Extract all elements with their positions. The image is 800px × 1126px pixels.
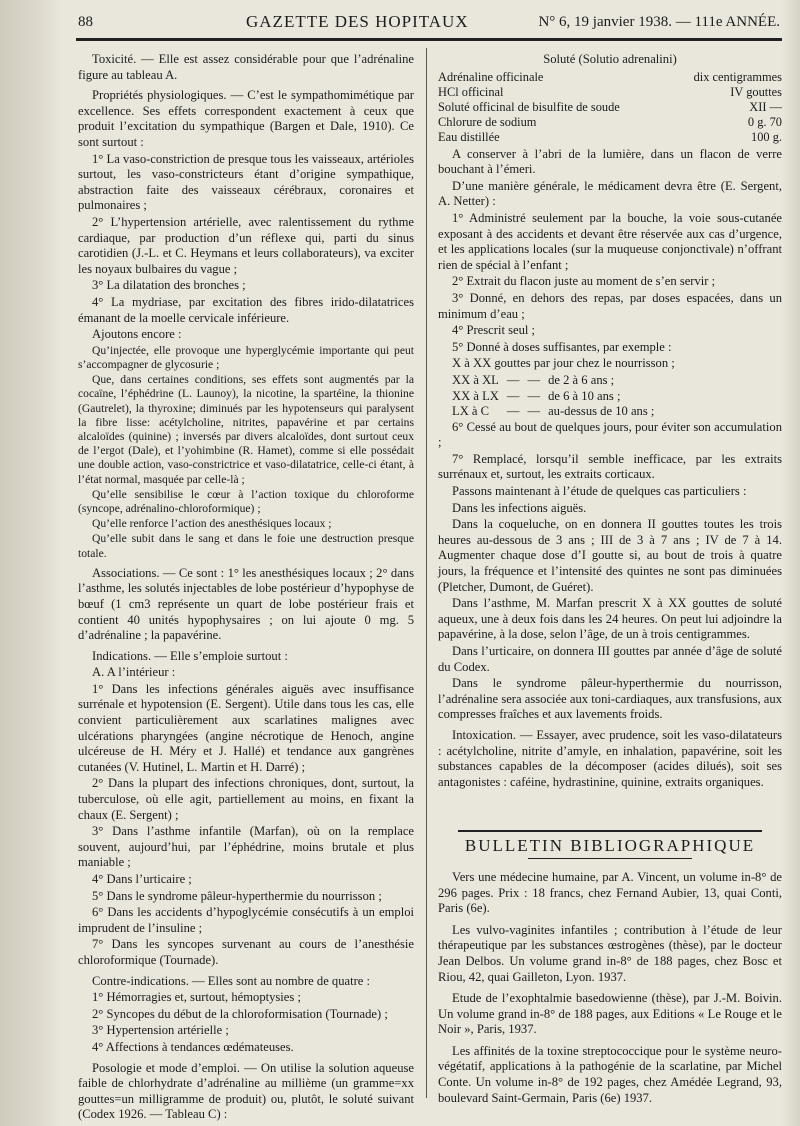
- paragraph-posologie: Posologie et mode d’emploi. — On utilise la solution aqueuse faible de chlorhydrate d’adrénaline au millième (un gramme=xx gouttes=un milligramme de produit) ou, plutôt, le soluté suivant (Codex 1926. — Tableau C) :: [78, 1060, 414, 1122]
- formula-row: [438, 100, 782, 115]
- bibliography-entry: Etude de l’exophtalmie basedowienne (thèse), par J.-M. Boivin. Un volume grand in-8° de 188 pages, aux Editions « Le Rouge et le Noir », Paris, 1937.: [438, 991, 782, 1037]
- bulletin-rule-bottom: [528, 858, 692, 860]
- paragraph-prescrit: 4° Prescrit seul ;: [452, 323, 536, 338]
- formula-ingredient: HCl officinal: [438, 84, 504, 99]
- formula-table: [438, 70, 782, 145]
- header-rule: [76, 38, 782, 41]
- paragraph-passons: Passons maintenant à l’étude de quelques cas particuliers :: [452, 484, 747, 499]
- dose-dash: —: [527, 388, 541, 403]
- paragraph-indication-6: 6° Dans les accidents d’hypoglycémie consécutifs à un emploi imprudent de l’insuline ;: [78, 905, 414, 935]
- running-header: [76, 6, 782, 36]
- bibliography-entry: Les vulvo-vaginites infantiles ; contribution à l’étude de leur thérapeutique par les substances œstrogènes (thèse), par le docteur Jean Delbos. Un volume grand in-8° de 188 pages, chez Bosc et Riou, 42, quai Gailleton, Lyon. 1937.: [438, 922, 782, 984]
- dose-dash: —: [527, 372, 541, 387]
- dose-dash: —: [506, 388, 520, 403]
- paragraph-contre-2: 2° Syncopes du début de la chloroformisation (Tournade) ;: [92, 1006, 388, 1021]
- paragraph-chloroforme: Qu’elle sensibilise le cœur à l’action toxique du chloroforme (syncope, adrénalino-chloroformique) ;: [78, 487, 414, 515]
- paragraph-contre-1: 1° Hémorragies et, surtout, hémoptysies ;: [92, 990, 301, 1005]
- formula-ingredient: Eau distillée: [438, 129, 500, 144]
- paragraph-effets: Que, dans certaines conditions, ses effets sont augmentés par la cocaïne, l’éphédrine (L. Launoy), la nicotine, la spartéine, la thionine (Gautrelet), la thyroxine; diminués par les hypotenseurs qui paralysent la fibre lisse: acétylcholine, nitrites, papavérine et par certains alcaloïdes (quinine) ; inversés par divers alcaloïdes, dont surtout ceux de l’ergot (Dale), et l’yohimbine (R. Hamet), comme si elle possédait une double action, vaso-constrictrice et vaso-dilatatrice, celle-ci étant, à l’état normal, masquée par celle-là ;: [78, 373, 414, 486]
- paragraph-extrait: 2° Extrait du flacon juste au moment de s’en servir ;: [452, 274, 716, 289]
- formula-quantity: XII —: [749, 99, 782, 114]
- journal-title: GAZETTE DES HOPITAUX: [246, 12, 469, 31]
- paragraph-urticaire: Dans l’urticaire, on donnera III gouttes par année d’âge de soluté du Codex.: [438, 644, 782, 674]
- dose-row: [452, 373, 662, 389]
- formula-title: Soluté (Solutio adrenalini): [543, 52, 677, 66]
- formula-row: [438, 130, 782, 145]
- bulletin-heading: [438, 830, 782, 860]
- formula-quantity: dix centigrammes: [693, 69, 782, 84]
- paragraph-anesthesiques: Qu’elle renforce l’action des anesthésiques locaux ;: [92, 517, 332, 531]
- paragraph-cesse: 6° Cessé au bout de quelques jours, pour éviter son accumulation ;: [438, 419, 782, 450]
- dose-age: de 6 à 10 ans ;: [548, 388, 621, 403]
- formula-quantity: 0 g. 70: [747, 114, 782, 129]
- paragraph-hypertension: 2° L’hypertension artérielle, avec ralentissement du rythme cardiaque, par production d’un réflexe qui, parti du sinus carotidien (J.-L. et C. Heymans et leurs collaborateurs), va exciter les noyaux bulbaires du vague ;: [78, 214, 414, 276]
- paragraph-hyperglycemie: Qu’injectée, elle provoque une hyperglycémie importante qui peut s’accompagner de glycosurie ;: [78, 343, 414, 371]
- paragraph-syndrome: Dans le syndrome pâleur-hyperthermie du nourrisson, l’adrénaline sera associée aux toni-cardiaques, aux transfusions, aux compresses fraîches et aux lavements froids.: [438, 676, 782, 722]
- paragraph-indication-1: 1° Dans les infections générales aiguës avec insuffisance surrénale et hypotension (E. Sergent). Utile dans tous les cas, elle convient particulièrement aux scarlatines malignes avec ulcérations pharyngées (angine nécrotique de Henoch, angine ulcéreuse de H. Méry et J. Hallé) et tendance aux gangrènes cutanées (V. Hutinel, L. Martin et H. Darré) ;: [78, 681, 414, 774]
- formula-row: [438, 85, 782, 100]
- dose-row: [452, 404, 662, 420]
- paragraph-conserver: A conserver à l’abri de la lumière, dans un flacon de verre bouchant à l’émeri.: [438, 146, 782, 177]
- formula-quantity: IV gouttes: [730, 84, 782, 99]
- paragraph-indication-4: 4° Dans l’urticaire ;: [92, 872, 192, 887]
- page-number: 88: [78, 14, 93, 30]
- bulletin-rule-top: [458, 830, 762, 834]
- paragraph-infections-aigues: Dans les infections aiguës.: [452, 500, 587, 515]
- column-separator: [426, 48, 427, 1098]
- paragraph-mydriase: 4° La mydriase, par excitation des fibres irido-dilatatrices émanant de la moelle cervicale inférieure.: [78, 294, 414, 325]
- paragraph-nourrisson: X à XX gouttes par jour chez le nourrisson ;: [452, 356, 675, 371]
- paragraph-proprietes: Propriétés physiologiques. — C’est le sympathomimétique par excellence. Ses effets correspondent exactement à ceux que produit l’excitation du sympathique (Bargen et Dale, 1910). Ce sont surtout :: [78, 88, 414, 149]
- paragraph-donne: 3° Donné, en dehors des repas, par doses espacées, dans un minimum d’eau ;: [438, 290, 782, 321]
- right-column: [438, 52, 782, 1107]
- dose-drops: XX à XL: [452, 372, 499, 387]
- paragraph-contre-4: 4° Affections à tendances œdémateuses.: [92, 1039, 294, 1054]
- formula-row: [438, 115, 782, 130]
- paragraph-contre-indications: Contre-indications. — Elles sont au nombre de quatre :: [92, 973, 371, 988]
- paragraph-indication-7: 7° Dans les syncopes survenant au cours de l’anesthésie chloroformique (Tournade).: [78, 937, 414, 967]
- dose-dash: —: [506, 404, 520, 419]
- paragraph-associations: Associations. — Ce sont : 1° les anesthésiques locaux ; 2° dans l’asthme, les solutés injectables de lobe postérieur d’hypophyse de bœuf (1 cm3 représente un quart de lobe postérieur frais et contient 40 unités hypophysaires ; on lui ajoute 0 mg. 5 d’adrénaline ; la papavérine.: [78, 565, 414, 643]
- dose-table: [452, 373, 662, 420]
- bibliography-entry: Les affinités de la toxine streptococcique pour le système neuro-végétatif, applications à la pathogénie de la scarlatine, par Michel Conte. Un volume in-8° de 192 pages, chez Amédée Legrand, 93, boulevard Saint-Germain, Paris (6e) 1937.: [438, 1043, 782, 1105]
- paragraph-indications: Indications. — Elle s’emploie surtout :: [92, 648, 288, 663]
- paragraph-vasoconstriction: 1° La vaso-constriction de presque tous les vaisseaux, artérioles surtout, les vaso-constricteurs étant d’origine sympathique, abstraction faite des vaisseaux cérébraux, coronaires et pulmonaires ;: [78, 151, 414, 213]
- dose-dash: —: [506, 372, 520, 387]
- paragraph-indication-5: 5° Dans le syndrome pâleur-hyperthermie du nourrisson ;: [92, 888, 382, 903]
- page-edge-shadow-right: [782, 0, 800, 1126]
- paragraph-asthme: Dans l’asthme, M. Marfan prescrit X à XX gouttes de soluté aqueux, une à deux fois dans les 24 heures. On peut lui adjoindre la papavérine, à la dose, selon l’âge, de un à trois centigrammes.: [438, 596, 782, 642]
- paragraph-coqueluche: Dans la coqueluche, on en donnera II gouttes toutes les trois heures au-dessous de 3 ans ; III de 3 à 7 ans ; IV de 7 à 14. Augmenter chaque dose d’I goutte si, au bout de trois à quatre jours, la fréquence et l’intensité des quintes ne sont pas diminuées (Pletcher, Dumont, de Guéret).: [438, 517, 782, 594]
- paragraph-indication-3: 3° Dans l’asthme infantile (Marfan), où on la remplace souvent, aujourd’hui, par l’éphédrine, moins brutale et plus maniable ;: [78, 824, 414, 870]
- left-column: [78, 52, 414, 1124]
- formula-quantity: 100 g.: [751, 129, 782, 144]
- paragraph-administre: 1° Administré seulement par la bouche, la voie sous-cutanée exposant à des accidents et devant être réservée aux cas d’urgence, et les applications locales (sur la muqueuse conjonctivale) n’offrant rien de spécial à l’enfant ;: [438, 210, 782, 272]
- paragraph-toxicite: Toxicité. — Elle est assez considérable pour que l’adrénaline figure au tableau A.: [78, 52, 414, 82]
- paragraph-remplace: 7° Remplacé, lorsqu’il semble inefficace, par les extraits surrénaux et, surtout, les extraits corticaux.: [438, 451, 782, 482]
- paragraph-indication-2: 2° Dans la plupart des infections chroniques, dont, surtout, la tuberculose, où elle agit, partiellement au moins, en fixant la chaux (E. Sergent) ;: [78, 776, 414, 822]
- paragraph-ajoutons: Ajoutons encore :: [92, 327, 182, 342]
- paragraph-bronches: 3° La dilatation des bronches ;: [92, 278, 246, 293]
- dose-age: de 2 à 6 ans ;: [548, 372, 615, 387]
- formula-row: [438, 70, 782, 85]
- issue-info: N° 6, 19 janvier 1938. — 111e ANNÉE.: [538, 14, 780, 30]
- dose-age: au-dessus de 10 ans ;: [548, 404, 655, 419]
- paragraph-interieur: A. A l’intérieur :: [92, 665, 176, 680]
- paragraph-intoxication: Intoxication. — Essayer, avec prudence, soit les vaso-dilatateurs : acétylcholine, nitrite d’amyle, en inhalation, papavérine, soit les substances capables de la décomposer (acides dilués), soit ses antagonistes : caféine, hydrastinine, quinine, extraits organiques.: [438, 727, 782, 789]
- formula-ingredient: Adrénaline officinale: [438, 69, 544, 84]
- dose-drops: XX à LX: [452, 388, 499, 403]
- bulletin-title: BULLETIN BIBLIOGRAPHIQUE: [464, 836, 756, 856]
- dose-drops: LX à C: [452, 404, 490, 419]
- formula-ingredient: Chlorure de sodium: [438, 114, 537, 129]
- bibliography-entry: Vers une médecine humaine, par A. Vincent, un volume in-8° de 296 pages. Prix : 18 francs, chez Fernand Aubier, 13, quai Conti, Paris (6e).: [438, 869, 782, 916]
- formula-ingredient: Soluté officinal de bisulfite de soude: [438, 99, 620, 114]
- paragraph-contre-3: 3° Hypertension artérielle ;: [92, 1023, 229, 1038]
- paragraph-doses: 5° Donné à doses suffisantes, par exemple :: [452, 339, 672, 354]
- paragraph-maniere: D’une manière générale, le médicament devra être (E. Sergent, A. Netter) :: [438, 178, 782, 209]
- paragraph-destruction: Qu’elle subit dans le sang et dans le foie une destruction presque totale.: [78, 532, 414, 560]
- dose-dash: —: [527, 404, 541, 419]
- page-edge-shadow: [0, 0, 62, 1126]
- dose-row: [452, 389, 662, 405]
